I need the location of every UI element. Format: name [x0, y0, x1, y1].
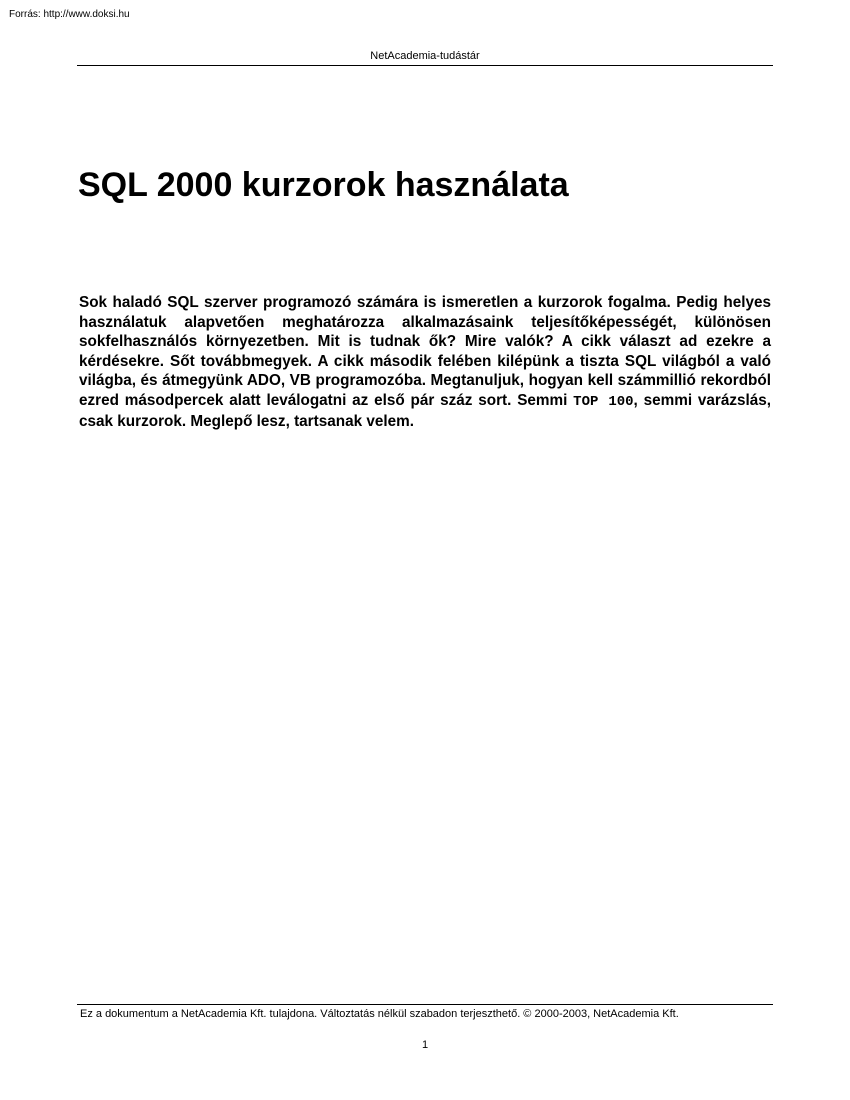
abstract-paragraph	[79, 293, 771, 432]
running-header: NetAcademia-tudástár	[370, 50, 480, 62]
document-title: SQL 2000 kurzorok használata	[78, 166, 569, 204]
page-number: 1	[421, 1039, 429, 1051]
source-note: Forrás: http://www.doksi.hu	[9, 9, 130, 20]
abstract-text-part-2: , semmi varázslás, csak kurzorok. Meglepő lesz, tartsanak velem.	[79, 391, 772, 430]
header-rule	[77, 65, 773, 66]
inline-code-top-100: TOP 100	[573, 393, 634, 410]
abstract-text-part-1: Sok haladó SQL szerver programozó számára is ismeretlen a kurzorok fogalma. Pedig helyes használatuk alapvetően meghatározza alkalmazásaink teljesítőképességét, különösen sokfelhasználós környezetben. Mit is tudnak ők? Mire valók? A cikk választ ad ezekre a kérdésekre. Sőt továbbmegyek. A cikk második felében kilépünk a tiszta SQL világból a való világba, és átmegyünk ADO, VB programozóba. Megtanuljuk, hogyan kell számmillió rekordból ezred másodpercek alatt leválogatni az első pár száz sort. Semmi	[79, 294, 771, 409]
footer-rule	[77, 1004, 773, 1005]
footer-copyright: Ez a dokumentum a NetAcademia Kft. tulajdona. Változtatás nélkül szabadon terjeszthető. © 2000-2003, NetAcademia Kft.	[80, 1008, 679, 1020]
